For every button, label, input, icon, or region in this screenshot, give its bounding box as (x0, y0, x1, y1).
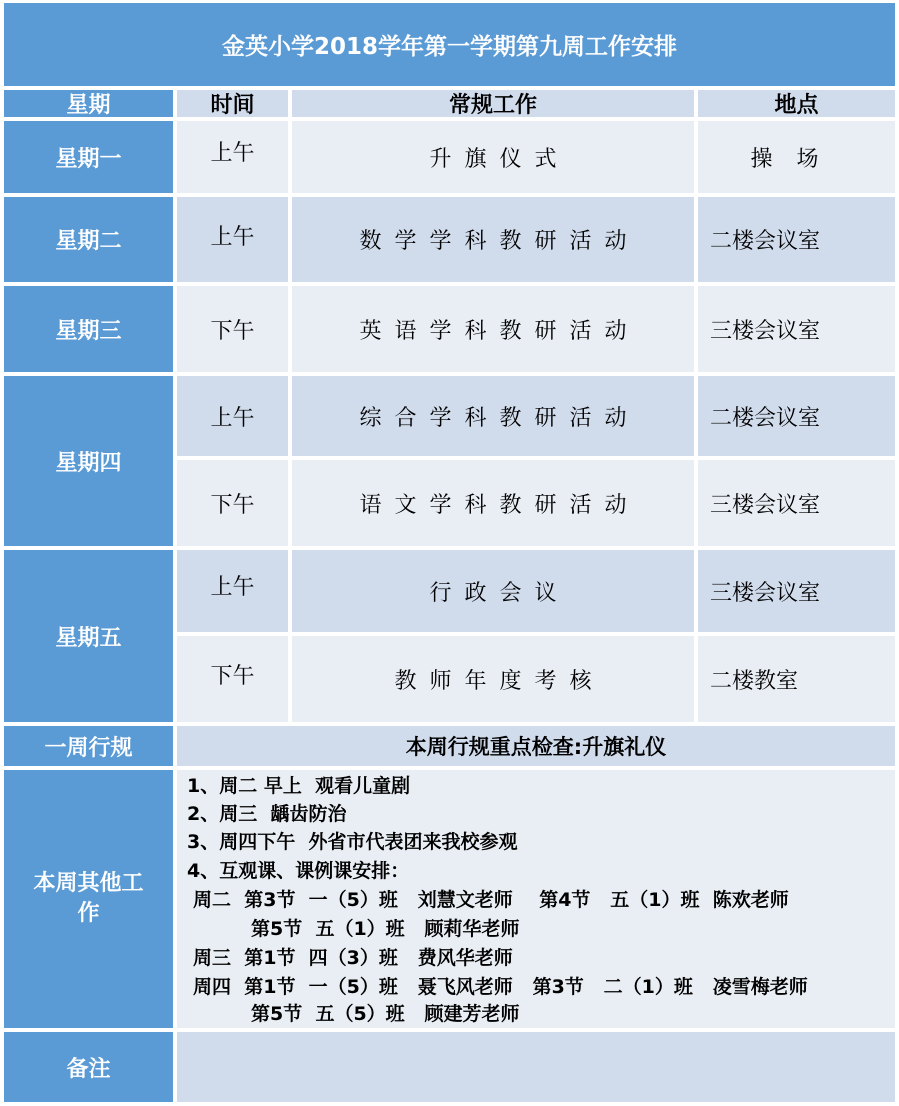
place-cell: 二楼教室 (698, 636, 895, 722)
work-cell: 英语学科教研活动 (292, 286, 694, 372)
time-cell: 上午 (177, 550, 288, 632)
time-cell: 上午 (177, 121, 288, 193)
time-cell: 上午 (177, 376, 288, 456)
other-work-content (177, 770, 895, 1028)
other-work-line: 周四 第1节 一（5）班 聂飞风老师 第3节 二（1）班 凌雪梅老师 (193, 976, 808, 998)
other-work-line: 周二 第3节 一（5）班 刘慧文老师 第4节 五（1）班 陈欢老师 (193, 889, 789, 911)
time-cell: 下午 (177, 286, 288, 372)
day-label-thursday: 星期四 (4, 376, 173, 546)
place-cell: 三楼会议室 (698, 286, 895, 372)
weekly-rule-label: 一周行规 (4, 726, 173, 766)
other-work-label: 本周其他工作 (4, 770, 173, 1028)
work-cell: 升旗仪式 (292, 121, 694, 193)
work-cell: 教师年度考核 (292, 636, 694, 722)
remarks-label: 备注 (4, 1032, 173, 1102)
place-cell: 三楼会议室 (698, 550, 895, 632)
time-cell: 下午 (177, 636, 288, 722)
remarks-content (177, 1032, 895, 1102)
other-work-line: 2、周三 龋齿防治 (187, 803, 347, 825)
day-label-tuesday: 星期二 (4, 197, 173, 282)
day-label-wednesday: 星期三 (4, 286, 173, 372)
place-cell: 二楼会议室 (698, 376, 895, 456)
work-cell: 行政会议 (292, 550, 694, 632)
header-day: 星期 (4, 90, 173, 117)
header-time: 时间 (177, 90, 288, 117)
time-cell: 下午 (177, 460, 288, 546)
other-work-line: 第5节 五（1）班 顾莉华老师 (251, 918, 520, 940)
work-cell: 综合学科教研活动 (292, 376, 694, 456)
work-cell: 数学学科教研活动 (292, 197, 694, 282)
other-work-line: 第5节 五（5）班 顾建芳老师 (251, 1003, 520, 1025)
other-work-line: 周三 第1节 四（3）班 费风华老师 (193, 947, 513, 969)
place-cell: 二楼会议室 (698, 197, 895, 282)
header-work: 常规工作 (292, 90, 694, 117)
other-work-line: 1、周二 早上 观看儿童剧 (187, 775, 411, 797)
place-cell: 操场 (698, 121, 895, 193)
other-work-line: 3、周四下午 外省市代表团来我校参观 (187, 831, 518, 853)
work-cell: 语文学科教研活动 (292, 460, 694, 546)
weekly-rule-text: 本周行规重点检查:升旗礼仪 (177, 726, 895, 766)
other-work-line: 4、互观课、课例课安排： (187, 860, 410, 882)
table-title: 金英小学2018学年第一学期第九周工作安排 (4, 3, 895, 86)
place-cell: 三楼会议室 (698, 460, 895, 546)
time-cell: 上午 (177, 197, 288, 282)
day-label-friday: 星期五 (4, 550, 173, 722)
header-place: 地点 (698, 90, 895, 117)
day-label-monday: 星期一 (4, 121, 173, 193)
